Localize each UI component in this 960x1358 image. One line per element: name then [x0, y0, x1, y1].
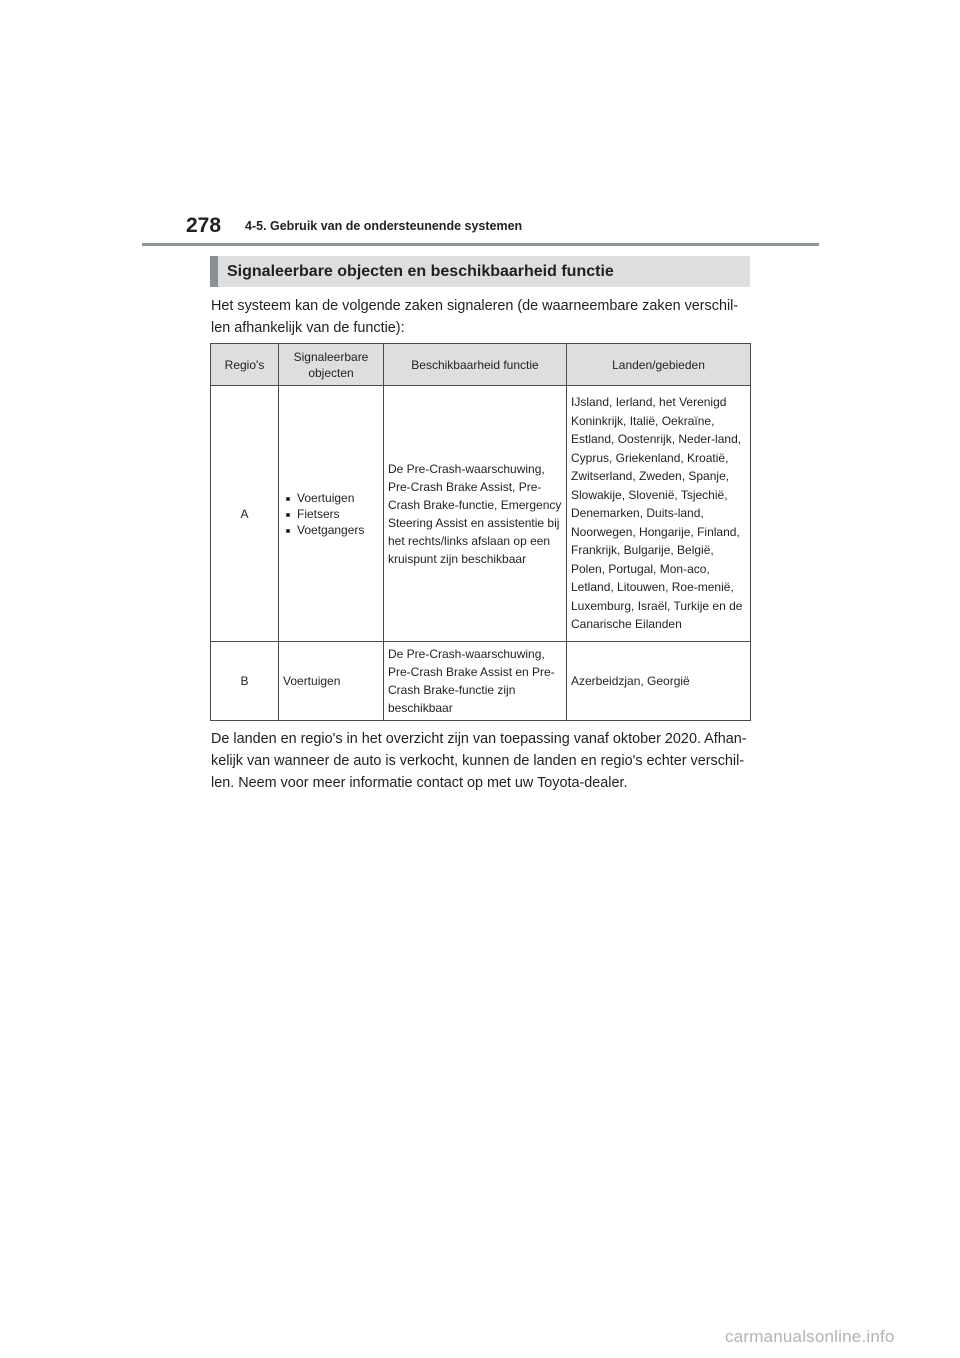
header-countries: Landen/gebieden — [567, 344, 751, 386]
outro-paragraph: De landen en regio's in het overzicht zijn van toepassing vanaf oktober 2020. Afhan-kelijk van wanneer de auto is verkocht, kunnen de landen en regio's echter verschil-len. Neem voor meer informatie contact op met uw Toyota-dealer. — [211, 731, 747, 791]
section-heading: Signaleerbare objecten en beschikbaarheid functie — [210, 256, 750, 287]
watermark: carmanualsonline.info — [725, 1327, 895, 1346]
page-number: 278 — [186, 214, 222, 237]
header-function-availability: Beschikbaarheid functie — [384, 344, 567, 386]
intro-paragraph: Het systeem kan de volgende zaken signaleren (de waarneembare zaken verschil-len afhankelijk van de functie): — [211, 298, 739, 336]
countries-cell: IJsland, Ierland, het Verenigd Koninkrijk, Italië, Oekraïne, Estland, Oostenrijk, Neder-land, Cyprus, Griekenland, Kroatië, Zwitserland, Zweden, Spanje, Slowakije, Slovenië, Tsjechië, Denemarken, Duits-land, Noorwegen, Hongarije, Finland, Frankrijk, Bulgarije, België, Polen, Portugal, Mon-aco, Letland, Litouwen, Roe-menië, Luxemburg, Israël, Turkije en de Canarische Eilanden — [567, 386, 751, 642]
header-regions: Regio's — [211, 344, 279, 386]
list-item: Fietsers — [283, 506, 379, 522]
table-header-row — [211, 344, 751, 386]
list-item: Voetgangers — [283, 522, 379, 538]
detectable-objects-table — [210, 343, 751, 721]
chapter-title: 4-5. Gebruik van de ondersteunende systemen — [245, 219, 523, 233]
objects-list — [283, 490, 379, 538]
list-item: Voertuigen — [283, 490, 379, 506]
header-divider — [142, 243, 819, 246]
objects-cell — [279, 386, 384, 642]
countries-cell: Azerbeidzjan, Georgië — [567, 642, 751, 721]
table-row — [211, 642, 751, 721]
table-row — [211, 386, 751, 642]
header-detectable-objects: Signaleerbare objecten — [279, 344, 384, 386]
region-cell: A — [211, 386, 279, 642]
objects-cell: Voertuigen — [279, 642, 384, 721]
availability-cell: De Pre-Crash-waarschuwing, Pre-Crash Brake Assist en Pre-Crash Brake-functie zijn beschikbaar — [384, 642, 567, 721]
availability-cell: De Pre-Crash-waarschuwing, Pre-Crash Brake Assist, Pre-Crash Brake-functie, Emergency Steering Assist en assistentie bij het rechts/links afslaan op een kruispunt zijn beschikbaar — [384, 386, 567, 642]
region-cell: B — [211, 642, 279, 721]
